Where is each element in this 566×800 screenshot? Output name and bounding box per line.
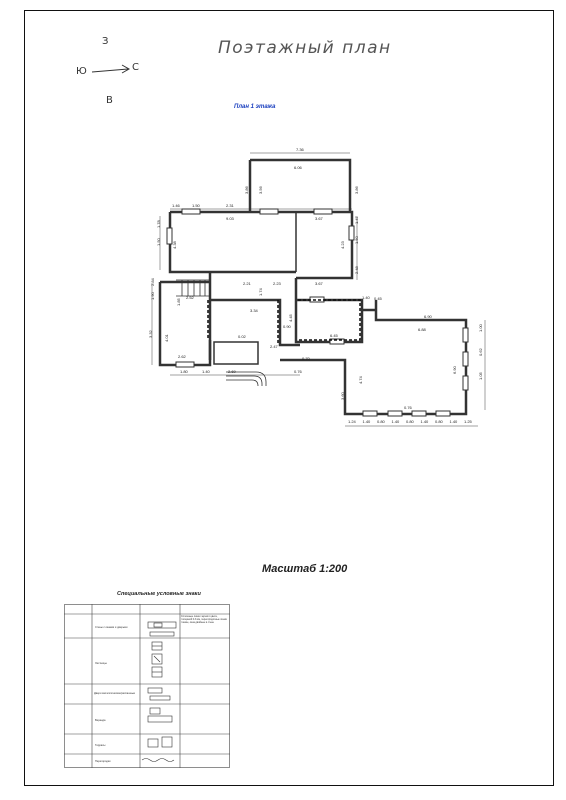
bottom-row-dim: 1.40 — [391, 419, 400, 424]
legend-table — [64, 604, 230, 768]
legend-row-veranda-name: Веранда — [95, 719, 106, 722]
dim-small-1: 0.45 — [374, 296, 382, 301]
dim-corridor: 6.45 — [330, 333, 338, 338]
dim-left-h1: 2.84 — [150, 278, 155, 286]
dim-side-l2: 1.50 — [156, 238, 161, 246]
bottom-row-dim: 0.80 — [406, 419, 414, 424]
dim-right-3: 4.74 — [358, 376, 363, 384]
compass-north-letter: З — [102, 36, 109, 47]
bottom-row-dim: 1.40 — [362, 419, 371, 424]
dim-room-c: 4.01 — [164, 334, 169, 342]
dim-left-out: 3.32 — [148, 330, 153, 338]
bottom-row-dimensions — [348, 419, 473, 424]
dim-right-h2: 0.62 — [478, 348, 483, 356]
dim-bottom-2: 1.40 — [202, 369, 210, 374]
compass-arrow-icon — [90, 64, 138, 78]
dim-row-a1: 1.46 — [172, 203, 180, 208]
dim-top-left-h: 3.86 — [244, 186, 249, 194]
dim-top-width: 7.36 — [296, 147, 304, 152]
legend-row-doors-name: Двери металлические/распашные — [94, 692, 136, 695]
dim-room-b: 3.67 — [315, 216, 323, 221]
dim-stair-1: 1.85 — [176, 298, 181, 306]
dim-bottom-3: 2.69 — [228, 369, 236, 374]
dim-side-l1: 1.78 — [156, 220, 161, 228]
dim-right-out: 3.60 — [340, 392, 345, 400]
dim-mid-3: 3.67 — [315, 281, 323, 286]
dim-mid-2: 2.23 — [273, 281, 281, 286]
floor-plan — [140, 146, 492, 430]
bottom-row-dim: 1.24 — [348, 419, 356, 424]
dim-right-h3: 1.05 — [478, 372, 483, 380]
compass-south-letter: В — [106, 95, 113, 106]
dim-top-right-h: 3.86 — [354, 186, 359, 194]
dim-mid-4: 2.48 — [354, 266, 359, 274]
dim-row-a3: 2.31 — [226, 203, 234, 208]
legend-row-partitions-name: Перегородки — [95, 760, 111, 763]
dim-mid-5: 1.74 — [258, 288, 263, 296]
dim-small-2: 1.40 — [362, 295, 370, 300]
dim-row-a2: 1.50 — [192, 203, 200, 208]
dim-hall-1: 3.34 — [250, 308, 258, 313]
dim-room-c-w: 2.62 — [178, 354, 186, 359]
dim-room-a: 9.03 — [226, 216, 234, 221]
bottom-row-dim: 0.80 — [377, 419, 385, 424]
legend-row-walls-name: Стены с окнами и дверьми — [95, 626, 128, 629]
bottom-row-dim: 1.40 — [449, 419, 458, 424]
dim-hall-6: 0.70 — [302, 356, 310, 361]
dim-side-r1: 1.47 — [354, 216, 359, 224]
dim-hall-2: 0.90 — [283, 324, 291, 329]
dim-top-inner: 6.06 — [294, 165, 302, 170]
scale-label: Масштаб 1:200 — [262, 563, 348, 575]
dim-left-h2: 1.90 — [150, 292, 155, 300]
dim-hall-4: 2.47 — [270, 344, 278, 349]
floor-plan-label: План 1 этажа — [234, 104, 276, 110]
dim-right-5: 6.90 — [452, 366, 457, 374]
dim-mid-1: 2.21 — [243, 281, 251, 286]
legend-row-stairs-name: Лестницы — [95, 662, 107, 665]
dim-side-r3: 4.23 — [340, 241, 345, 249]
legend-row-terraces-name: Террасы — [95, 744, 106, 747]
compass-west-letter: Ю — [76, 66, 87, 77]
dim-right-h1: 1.00 — [478, 324, 483, 332]
dim-top-inner-h: 3.56 — [258, 186, 263, 194]
page-title: Поэтажный план — [218, 38, 392, 58]
compass-east-letter: С — [132, 62, 139, 73]
dim-right-1: 6.90 — [424, 314, 432, 319]
bottom-row-dim: 1.40 — [420, 419, 429, 424]
dim-right-2: 6.88 — [418, 327, 426, 332]
dim-hall-3: 4.45 — [288, 314, 293, 322]
legend-row-walls-note: Сплошные линии черного цвета, толщиной 0.3 мм, перегородочные линии тонкие, окна двойные в стене — [181, 615, 228, 624]
dim-right-4: 0.76 — [404, 405, 412, 410]
dim-stair-2: 2.52 — [186, 295, 194, 300]
legend-title: Специальные условные знаки — [117, 591, 201, 597]
dim-bottom-4: 0.76 — [294, 369, 302, 374]
dim-side-l3: 4.38 — [172, 241, 177, 249]
dim-side-r2: 1.50 — [354, 236, 359, 244]
dim-bottom-1: 1.80 — [180, 369, 188, 374]
dim-hall-5: 0.02 — [238, 334, 246, 339]
bottom-row-dim: 1.25 — [464, 419, 472, 424]
bottom-row-dim: 0.80 — [435, 419, 443, 424]
